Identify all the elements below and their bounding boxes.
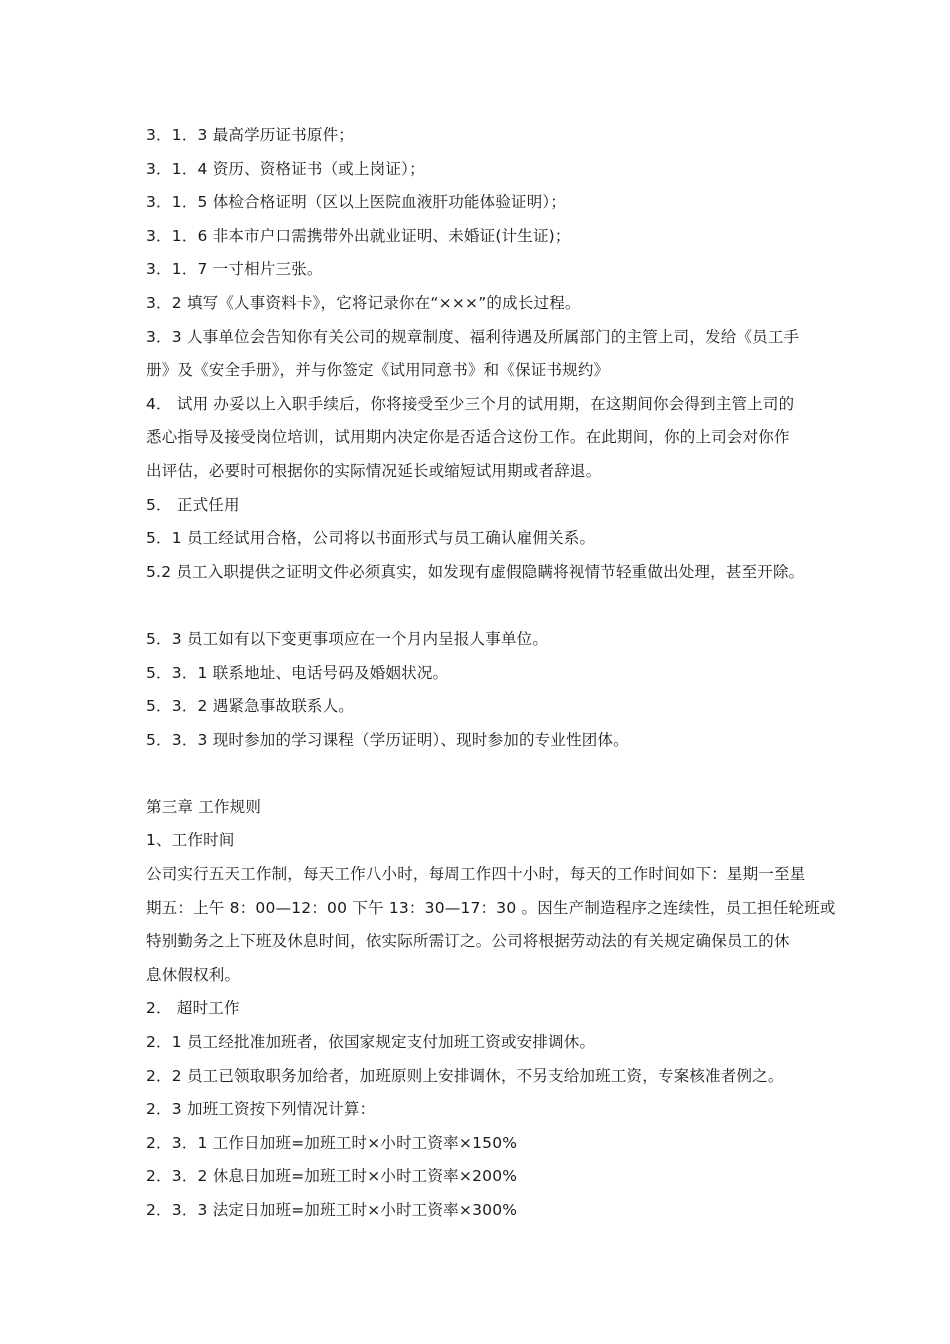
chapter-heading-3: 第三章 工作规则 <box>146 797 262 816</box>
text-line-5-3: 5．3 员工如有以下变更事项应在一个月内呈报人事单位。 <box>146 629 549 648</box>
text-line-5-3-2: 5．3．2 遇紧急事故联系人。 <box>146 697 355 716</box>
text-line-5-3-3: 5．3．3 现时参加的学习课程（学历证明）、现时参加的专业性团体。 <box>146 730 629 749</box>
paragraph-gap <box>146 589 830 623</box>
text-line-5-1: 5．1 员工经试用合格，公司将以书面形式与员工确认雇佣关系。 <box>146 529 596 548</box>
text-line-4-a: 4． 试用 办妥以上入职手续后，你将接受至少三个月的试用期，在这期间你会得到主管上司的 <box>146 394 795 413</box>
text-line-2-3-2: 2．3．2 休息日加班=加班工时×小时工资率×200% <box>146 1167 518 1186</box>
text-line-3-1-7: 3．1．7 一寸相片三张。 <box>146 260 323 279</box>
text-line-5-2: 5.2 员工入职提供之证明文件必须真实，如发现有虚假隐瞒将视情节轻重做出处理，甚至开除。 <box>146 562 805 581</box>
text-line-2-3-3: 2．3．3 法定日加班=加班工时×小时工资率×300% <box>146 1201 518 1219</box>
text-line-2-3: 2．3 加班工资按下列情况计算： <box>146 1100 376 1119</box>
text-line-2-2: 2．2 员工已领取职务加给者，加班原则上安排调休，不另支给加班工资，专案核准者例之。 <box>146 1066 784 1085</box>
text-line-work-hours-c: 特别勤务之上下班及休息时间，依实际所需订之。公司将根据劳动法的有关规定确保员工的休 <box>146 932 790 951</box>
text-line-3-1-4: 3．1．4 资历、资格证书（或上岗证）； <box>146 159 425 178</box>
text-line-4-b: 悉心指导及接受岗位培训，试用期内决定你是否适合这份工作。在此期间，你的上司会对你作 <box>146 428 790 447</box>
text-line-3-2: 3．2 填写《人事资料卡》，它将记录你在“×××”的成长过程。 <box>146 293 581 312</box>
section-heading-5: 5． 正式任用 <box>146 495 240 514</box>
text-line-3-1-5: 3．1．5 体检合格证明（区以上医院血液肝功能体验证明）； <box>146 193 567 212</box>
text-line-2-3-1: 2．3．1 工作日加班=加班工时×小时工资率×150% <box>146 1133 518 1152</box>
text-line-3-1-6: 3．1．6 非本市户口需携带外出就业证明、未婚证(计生证)； <box>146 226 571 245</box>
section-heading-overtime: 2． 超时工作 <box>146 999 240 1018</box>
text-line-work-hours-b: 期五：上午 8：00—12：00 下午 13：30—17：30 。因生产制造程序之连续性，员工担任轮班或 <box>146 898 836 917</box>
paragraph-gap <box>146 757 830 791</box>
section-heading-work-hours: 1、工作时间 <box>146 831 235 850</box>
text-line-work-hours-d: 息休假权利。 <box>146 965 241 984</box>
text-line-work-hours-a: 公司实行五天工作制，每天工作八小时，每周工作四十小时，每天的工作时间如下：星期一至星 <box>146 865 806 884</box>
text-line-2-1: 2．1 员工经批准加班者，依国家规定支付加班工资或安排调休。 <box>146 1033 596 1052</box>
text-line-3-3-b: 册》及《安全手册》，并与你签定《试用同意书》和《保证书规约》 <box>146 361 610 380</box>
text-line-3-3-a: 3．3 人事单位会告知你有关公司的规章制度、福利待遇及所属部门的主管上司，发给《员工手 <box>146 327 800 346</box>
text-line-3-1-3: 3．1．3 最高学历证书原件； <box>146 126 355 144</box>
document-body <box>146 119 836 1228</box>
text-line-4-c: 出评估，必要时可根据你的实际情况延长或缩短试用期或者辞退。 <box>146 461 602 480</box>
text-line-5-3-1: 5．3．1 联系地址、电话号码及婚姻状况。 <box>146 663 449 682</box>
